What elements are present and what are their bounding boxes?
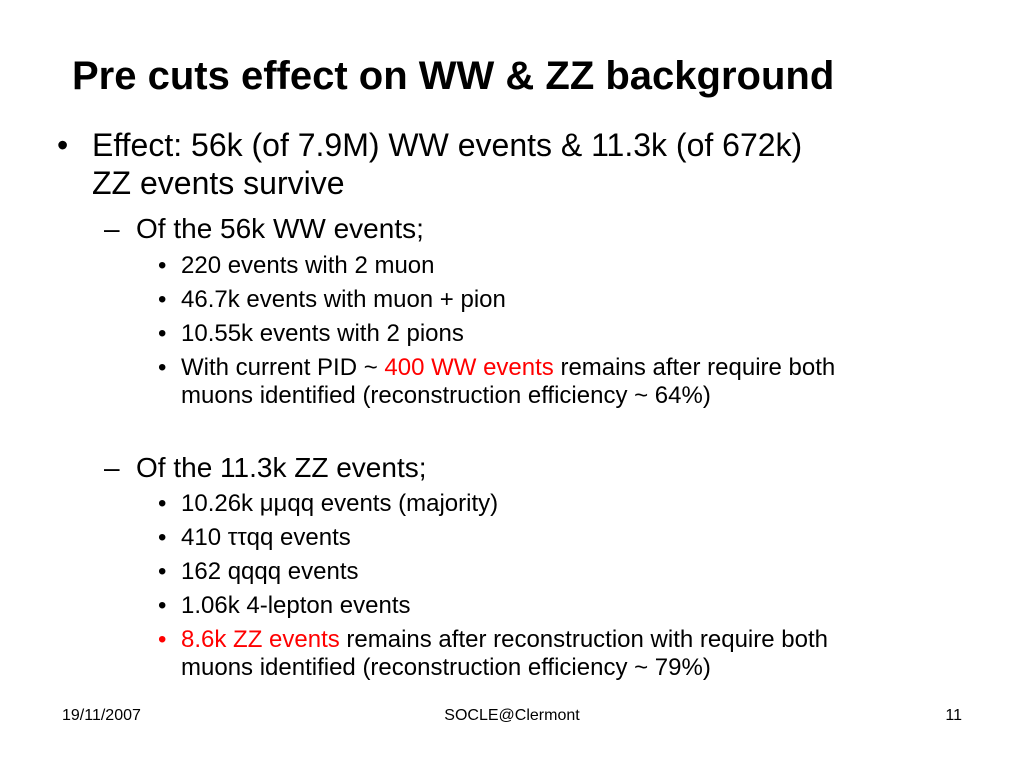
zz-item: 410 ττqq events (181, 524, 351, 551)
bullet-marker: • (158, 592, 167, 619)
reco-suffix: remains after reconstruction with require both (339, 626, 828, 653)
main-bullet-line1: Effect: 56k (of 7.9M) WW events & 11.3k (of 672k) (92, 127, 803, 163)
zz-item: 162 qqqq events (181, 558, 359, 585)
zz-item: 10.26k μμqq events (majority) (181, 490, 499, 517)
bullet-marker: • (158, 354, 167, 381)
footer-date: 19/11/2007 (62, 707, 141, 724)
ww-pid-item (181, 354, 835, 382)
ww-heading: Of the 56k WW events; (136, 213, 424, 244)
zz-events-highlight: 8.6k ZZ events (181, 626, 340, 653)
bullet-marker: • (158, 320, 167, 347)
pid-prefix: With current PID ~ (181, 354, 385, 381)
zz-reco-item-line2: muons identified (reconstruction efficiency ~ 79%) (181, 654, 711, 681)
footer-page-number: 11 (945, 707, 962, 724)
dash-marker: – (104, 452, 120, 483)
bullet-marker: • (158, 524, 167, 551)
bullet-marker-red: • (158, 626, 167, 653)
dash-marker: – (104, 213, 120, 244)
bullet-marker: • (158, 558, 167, 585)
zz-reco-item (181, 626, 828, 654)
bullet-marker: • (57, 127, 69, 163)
ww-item: 10.55k events with 2 pions (181, 320, 464, 347)
main-bullet-line2: ZZ events survive (92, 165, 345, 201)
ww-pid-item-line2: muons identified (reconstruction efficiency ~ 64%) (181, 382, 711, 409)
ww-events-highlight: 400 WW events (384, 354, 554, 381)
zz-item: 1.06k 4-lepton events (181, 592, 411, 619)
ww-item: 220 events with 2 muon (181, 252, 435, 279)
bullet-marker: • (158, 286, 167, 313)
slide-title: Pre cuts effect on WW & ZZ background (72, 54, 835, 98)
ww-item: 46.7k events with muon + pion (181, 286, 506, 313)
zz-heading: Of the 11.3k ZZ events; (136, 452, 427, 483)
bullet-marker: • (158, 490, 167, 517)
pid-suffix: remains after require both (553, 354, 836, 381)
bullet-marker: • (158, 252, 167, 279)
footer-venue: SOCLE@Clermont (444, 707, 580, 724)
